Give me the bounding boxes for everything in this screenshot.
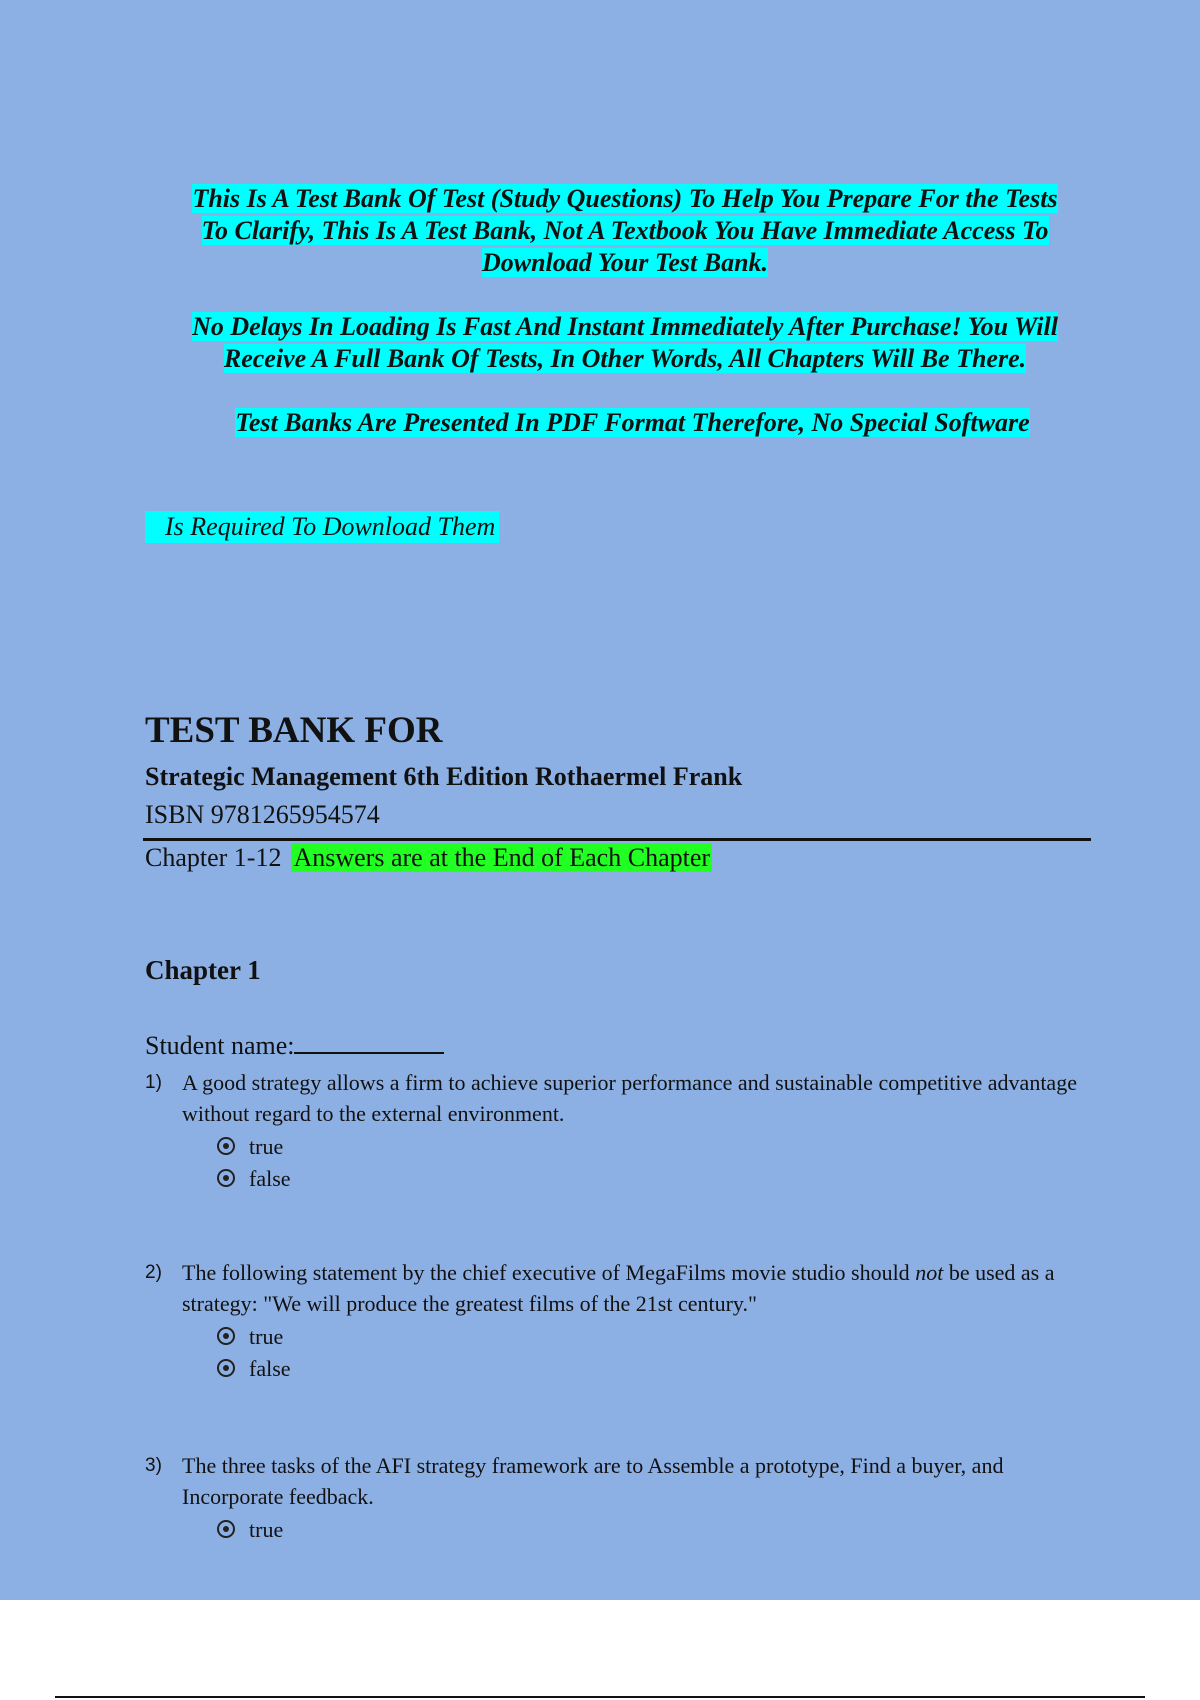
answers-note: Answers are at the End of Each Chapter — [293, 843, 711, 872]
page-title: TEST BANK FOR — [145, 710, 443, 751]
chapter-range-line — [145, 843, 712, 873]
question-number: 3) — [145, 1455, 162, 1476]
answer-options — [217, 1130, 1105, 1194]
option-label: false — [249, 1355, 291, 1381]
question-text-emphasis: not — [915, 1260, 944, 1285]
student-name-field — [145, 1030, 444, 1061]
option-label: true — [249, 1516, 284, 1542]
radio-icon[interactable] — [217, 1520, 235, 1538]
question-number: 2) — [145, 1262, 162, 1283]
question-text: A good strategy allows a firm to achieve superior performance and sustainable competitive advantage without regard to the external environment. — [182, 1070, 1077, 1126]
promo-line-1: This Is A Test Bank Of Test (Study Questions) To Help You Prepare For the Tests — [192, 184, 1058, 213]
promo-line-3: No Delays In Loading Is Fast And Instant Immediately After Purchase! You Will — [192, 312, 1058, 341]
option-label: false — [249, 1165, 291, 1191]
question-1 — [145, 1067, 1105, 1194]
option-true[interactable] — [217, 1513, 1105, 1545]
promo-paragraph-2 — [145, 311, 1105, 375]
book-title: Strategic Management 6th Edition Rothaermel Frank — [145, 762, 743, 791]
footer-divider — [55, 1696, 1145, 1698]
header-divider — [143, 838, 1091, 841]
student-name-label: Student name: — [145, 1031, 295, 1060]
student-name-blank — [294, 1030, 444, 1054]
answer-options — [217, 1513, 1105, 1545]
question-number: 1) — [145, 1072, 162, 1093]
question-text-part: The following statement by the chief executive of MegaFilms movie studio should — [182, 1260, 916, 1285]
option-true[interactable] — [217, 1320, 1105, 1352]
promo-paragraph-3 — [145, 407, 1105, 439]
question-text — [182, 1257, 1105, 1319]
option-false[interactable] — [217, 1352, 1105, 1384]
question-2 — [145, 1257, 1105, 1384]
radio-icon[interactable] — [217, 1359, 235, 1377]
promo-line-5: Test Banks Are Presented In PDF Format Therefore, No Special Software — [235, 408, 1030, 437]
promo-line-4: Receive A Full Bank Of Tests, In Other Words, All Chapters Will Be There. — [223, 344, 1027, 373]
option-label: true — [249, 1133, 284, 1159]
question-text: The three tasks of the AFI strategy framework are to Assemble a prototype, Find a buyer, and Incorporate feedback. — [182, 1453, 1004, 1509]
option-label: true — [249, 1323, 284, 1349]
promo-line-2: To Clarify, This Is A Test Bank, Not A Textbook You Have Immediate Access To Download Your Test Bank. — [201, 216, 1049, 277]
chapter-range: Chapter 1-12 — [145, 843, 282, 872]
option-false[interactable] — [217, 1162, 1105, 1194]
radio-icon[interactable] — [217, 1137, 235, 1155]
answer-options — [217, 1320, 1105, 1384]
promo-paragraph-1 — [145, 183, 1105, 279]
promo-notice — [145, 183, 1105, 541]
isbn: ISBN 9781265954574 — [145, 800, 380, 829]
option-true[interactable] — [217, 1130, 1105, 1162]
promo-line-6: Is Required To Download Them — [145, 511, 499, 543]
question-text-part: be used as a strategy: "We will produce the greatest films of the 21st century." — [182, 1260, 1055, 1316]
chapter-heading: Chapter 1 — [145, 955, 261, 985]
radio-icon[interactable] — [217, 1327, 235, 1345]
question-3 — [145, 1450, 1105, 1545]
radio-icon[interactable] — [217, 1169, 235, 1187]
